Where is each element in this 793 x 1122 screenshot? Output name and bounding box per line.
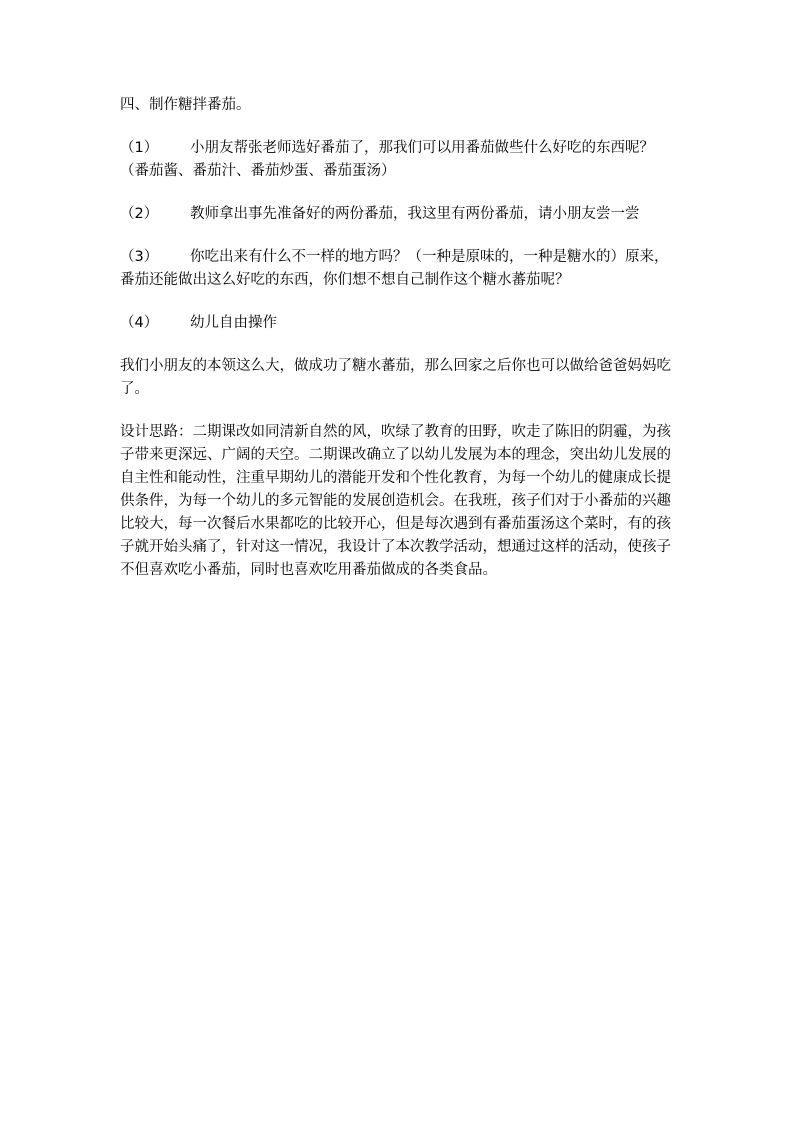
list-item-number: （1） (120, 140, 159, 156)
document-page (120, 94, 680, 602)
list-item-number: （3） (120, 249, 159, 265)
list-item-text: 教师拿出事先准备好的两份番茄，我这里有两份番茄，请小朋友尝一尝 (190, 206, 640, 222)
section-heading: 四、制作糖拌番茄。 (120, 97, 251, 113)
list-item-number: （2） (120, 206, 159, 222)
list-item-number: （4） (120, 315, 159, 331)
list-item-text: 幼儿自由操作 (190, 315, 277, 331)
list-item-text: 你吃出来有什么不一样的地方吗？（一种是原味的，一种是糖水的）原来，番茄还能做出这么好吃的东西，你们想不想自己制作这个糖水蕃茄呢？ (120, 249, 669, 288)
design-rationale-paragraph: 设计思路：二期课改如同清新自然的风，吹绿了教育的田野，吹走了陈旧的阴霾，为孩子带来更深远、广阔的天空。二期课改确立了以幼儿发展为本的理念，突出幼儿发展的自主性和能动性，注重早期幼儿的潜能开发和个性化教育，为每一个幼儿的健康成长提供条件，为每一个幼儿的多元智能的发展创造机会。在我班，孩子们对于小番茄的兴趣比较大，每一次餐后水果都吃的比较开心，但是每次遇到有番茄蛋汤这个菜时，有的孩子就开始头痛了，针对这一情况，我设计了本次教学活动，想通过这样的活动，使孩子不但喜欢吃小番茄，同时也喜欢吃用番茄做成的各类食品。 (120, 424, 671, 578)
list-item-3 (120, 246, 680, 292)
closing-paragraph: 我们小朋友的本领这么大，做成功了糖水蕃茄，那么回家之后你也可以做给爸爸妈妈吃了。 (120, 358, 671, 397)
list-item-4 (120, 312, 680, 335)
list-item-1 (120, 137, 680, 183)
list-item-2 (120, 203, 680, 226)
list-item-text: 小朋友帮张老师选好番茄了，那我们可以用番茄做些什么好吃的东西呢？（番茄酱、番茄汁、番茄炒蛋、番茄蛋汤） (120, 140, 654, 179)
